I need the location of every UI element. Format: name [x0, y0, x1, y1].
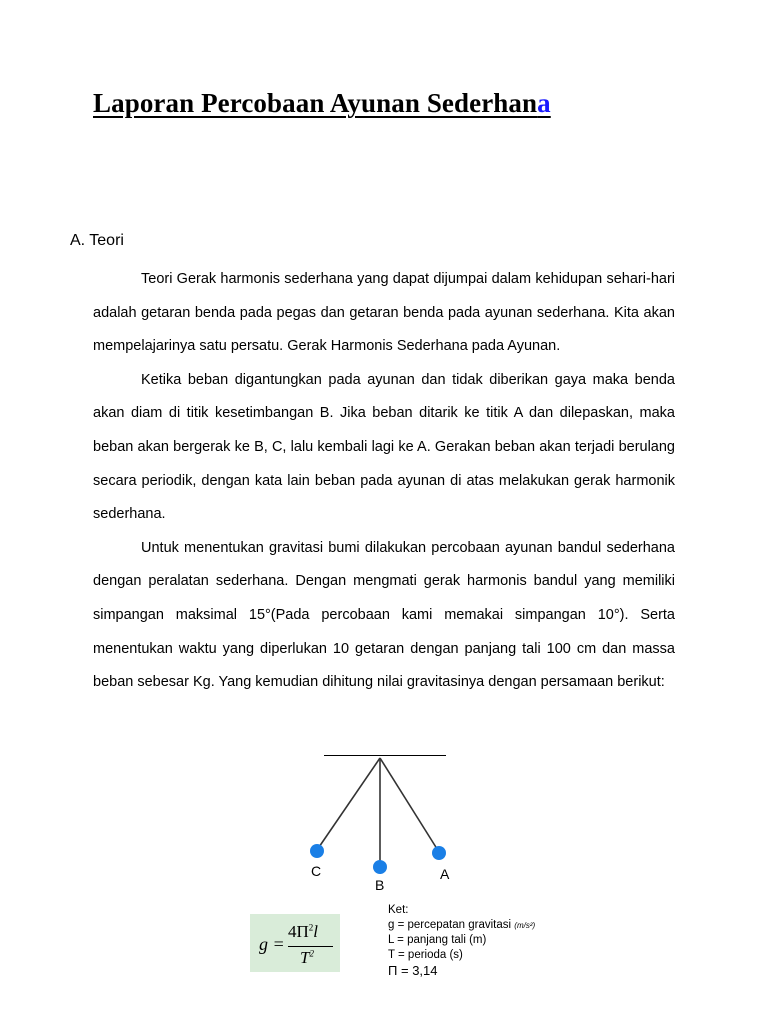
legend-g: g = percepatan gravitasi (m/s²) [388, 919, 536, 931]
legend-t: T = perioda (s) [388, 949, 463, 961]
pendulum-string-c [317, 758, 380, 850]
legend-l: L = panjang tali (m) [388, 934, 487, 946]
legend-heading: Ket: [388, 904, 409, 916]
formula-lhs: g = [259, 934, 285, 954]
pendulum-bob-a [432, 846, 446, 860]
pendulum-bob-c [310, 844, 324, 858]
body-text [93, 263, 675, 700]
formula-legend [388, 903, 535, 978]
section-heading: A. Teori [70, 232, 124, 249]
document-title-main: Laporan Percobaan Ayunan Sederhan [93, 88, 538, 118]
pendulum-bob-b [373, 860, 387, 874]
paragraph-1: Teori Gerak harmonis sederhana yang dapat dijumpai dalam kehidupan sehari-hari adalah getaran benda pada pegas dan getaran benda pada ayunan sederhana. Kita akan mempelajarinya satu persatu. Gerak Harmonis Sederhana pada Ayunan. [93, 271, 675, 355]
formula-numerator: $4\Pi^2l$ [288, 922, 319, 941]
paragraph-3: Untuk menentukan gravitasi bumi dilakukan percobaan ayunan bandul sederhana dengan peralatan sederhana. Dengan mengmati gerak harmonis bandul yang memiliki simpangan maksimal 15°(Pada percobaan kami memakai simpangan 10°). Serta menentukan waktu yang diperlukan 10 getaran dengan panjang tali 100 cm dan massa beban sebesar Kg. Yang kemudian dihitung nilai gravitasinya dengan persamaan berikut: [93, 539, 675, 691]
pendulum-string-a [380, 758, 439, 852]
label-b: B [375, 877, 385, 893]
label-a: A [440, 866, 450, 882]
gravity-formula [250, 914, 340, 972]
paragraph-2: Ketika beban digantungkan pada ayunan dan tidak diberikan gaya maka benda akan diam di titik kesetimbangan B. Jika beban ditarik ke titik A dan dilepaskan, maka beban akan bergerak ke B, C, lalu kembali lagi ke A. Gerakan beban akan terjadi berulang secara periodik, dengan kata lain beban pada ayunan di atas melakukan gerak harmonik sederhana. [93, 371, 675, 523]
formula-fraction-bar [288, 946, 333, 947]
document-title-last-char: a [537, 88, 551, 118]
label-c: C [311, 863, 322, 879]
document-title [93, 88, 551, 119]
formula-denominator: $T^2$ [300, 948, 314, 967]
legend-pi: Π = 3,14 [388, 963, 438, 978]
